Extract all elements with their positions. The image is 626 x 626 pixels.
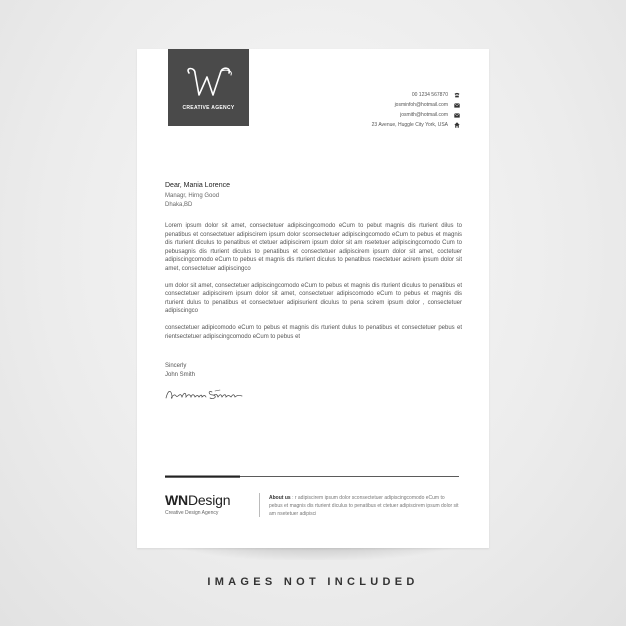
contact-address	[372, 120, 461, 130]
contact-email-2	[372, 110, 461, 120]
about-label: About us	[269, 495, 291, 501]
letterhead-paper	[137, 49, 489, 548]
images-not-included-caption: IMAGES NOT INCLUDED	[207, 576, 419, 588]
contact-email-1	[372, 100, 461, 110]
recipient-block	[165, 182, 230, 210]
home-icon	[453, 121, 461, 129]
body-paragraph-1: Lorem ipsum dolor sit amet, consectetuer adipiscingcomodo eCum to pebut magnis dis rturient dilus to penatibus et consectetuer adipiscirem ipsum dolor sconsectetuer adipiscingcomodo eCum to pebus et magnis dis rturient diculus to penatibus et ctetuer adipiscirem ipsum dolor sit am nsetetuer adipiscingcomodo Cum to pebusagnis dis rturient diculus to penatibus et consectetuer adipiscirem ipsum dolor sit amet, coctetuer adipiscingcomodo eCum to pebus et magnis dis rturient diculus to penatibus nsectetuer acirem ipsum dolor sit amet, consectetuer adipiscingco	[165, 223, 462, 272]
footer-about	[269, 494, 459, 518]
recipient-title: Managr, Hirng Good	[165, 193, 220, 199]
w-monogram-logo	[181, 65, 237, 101]
contact-email-2-text: josmith@hotmail.com	[400, 112, 448, 118]
mail-icon	[453, 111, 461, 119]
about-text: : r adipiscirem ipsum dolor sconsectetuer adipiscingcomodo eCum to pebus et magnis dis rturient diculus to penatibus et ctetuer adipiscirem ipsum dolor sit am nsetetuer adipisci	[269, 495, 459, 517]
sign-off: Sincerly	[165, 363, 187, 369]
brand-name	[165, 492, 230, 508]
letter-body	[165, 222, 462, 349]
mail-icon	[453, 101, 461, 109]
handwritten-signature	[164, 386, 254, 407]
logo-agency-text: CREATIVE AGENCY	[182, 104, 235, 111]
logo-block	[168, 49, 249, 126]
footer-divider	[165, 467, 459, 473]
contact-phone-text: 00 1234 567870	[411, 92, 448, 98]
greeting: Dear, Mania Lorence	[165, 182, 230, 189]
recipient-location: Dhaka,BD	[165, 202, 193, 208]
brand-subtitle: Creative Design Agency	[165, 510, 219, 516]
closing-block	[165, 362, 195, 379]
contact-address-text: 23 Avenue, Huggle City York, USA	[371, 122, 448, 128]
body-paragraph-2: um dolor sit amet, consectetuer adipiscingcomodo eCum to pebus et magnis dis rturient diculus to penatibus et consectetuer adipiscirem ipsum dolor sit amet, consectetuer adipiscomodo eCum to pebus et magnis dis rturient dulus to penatibus et consectetuer adipisurient diculus to pena scirem ipsum dolor , consectetuer adipiscingco	[165, 282, 462, 315]
footer-separator	[259, 493, 260, 517]
contact-list	[372, 90, 461, 130]
contact-email-1-text: josminfoh@hotmail.com	[394, 102, 448, 108]
brand-name-light: Design	[187, 492, 231, 508]
contact-phone	[372, 90, 461, 100]
phone-icon	[453, 91, 461, 99]
footer-brand	[165, 492, 230, 516]
signer-name: John Smith	[165, 371, 196, 378]
body-paragraph-3: consectetuer adipicomodo eCum to pebus et magnis dis rturient dulus to penatibus et consectetuer pebus et rientsectetuer adipiscingcomodo eCum to pebus et	[165, 324, 462, 340]
brand-name-bold: WN	[165, 492, 188, 508]
